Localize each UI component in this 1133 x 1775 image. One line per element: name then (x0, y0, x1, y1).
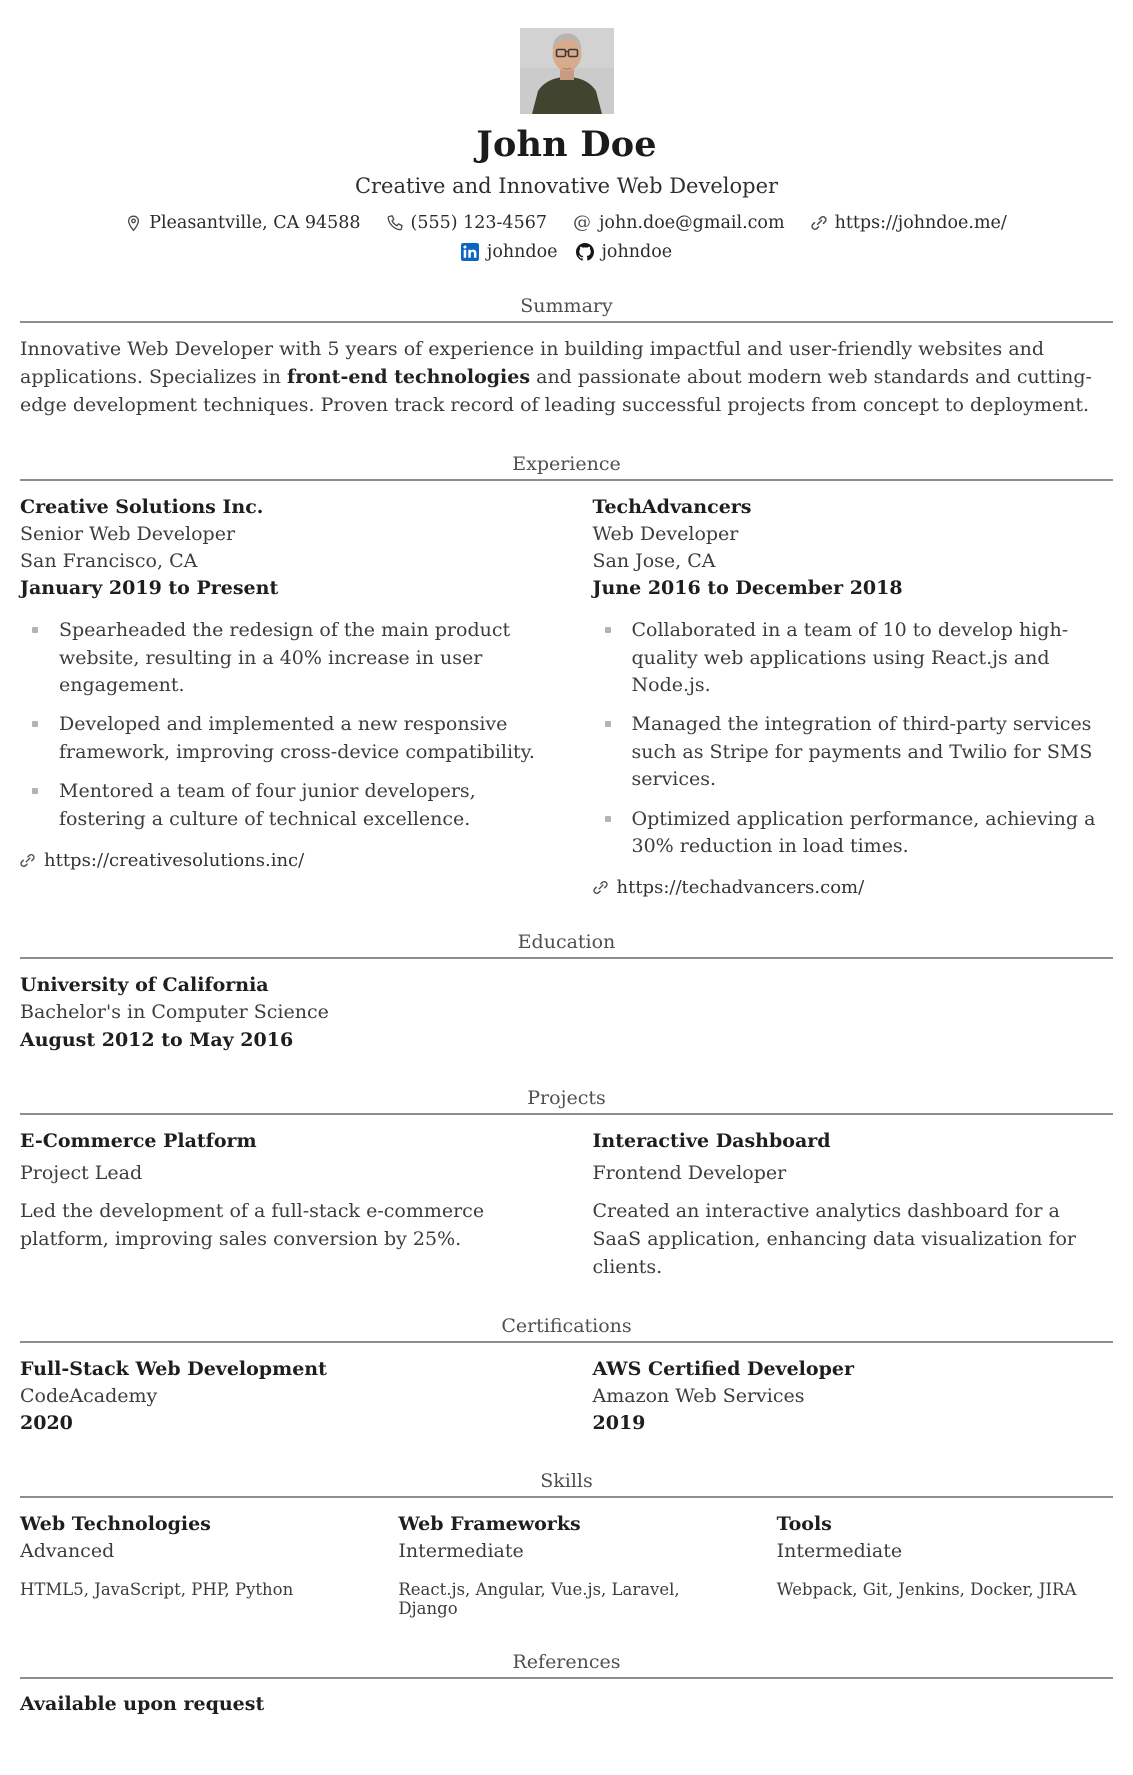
phone-text: (555) 123-4567 (410, 213, 547, 233)
skill-category: Tools (776, 1513, 832, 1536)
experience-entry (593, 494, 1114, 899)
company-name: TechAdvancers (592, 495, 752, 518)
project-role: Frontend Developer (592, 1161, 787, 1184)
job-role: Senior Web Developer (20, 522, 236, 545)
experience-heading: Experience (512, 452, 621, 475)
location-text: Pleasantville, CA 94588 (149, 213, 361, 233)
bullet-item: Collaborated in a team of 10 to develop high-quality web applications using React.js and Node.js. (605, 617, 1114, 699)
certification-issuer: CodeAcademy (20, 1384, 158, 1407)
company-link-text[interactable]: https://techadvancers.com/ (616, 877, 865, 899)
social-row (20, 242, 1113, 262)
education-entry (20, 972, 1113, 1053)
section-references (20, 1651, 1113, 1715)
bullet-item: Mentored a team of four junior developers, fostering a culture of technical excellence. (32, 778, 541, 833)
experience-entry (20, 494, 541, 899)
skill-group (20, 1511, 356, 1617)
project-description: Led the development of a full-stack e-commerce platform, improving sales conversion by 25%. (20, 1200, 485, 1250)
job-bullets (20, 617, 541, 833)
section-divider (20, 321, 1113, 323)
section-education (20, 931, 1113, 1053)
job-location: San Francisco, CA (20, 550, 198, 573)
section-divider (20, 957, 1113, 959)
certification-name: Full-Stack Web Development (20, 1357, 327, 1380)
skill-category: Web Frameworks (398, 1513, 581, 1536)
skill-group (398, 1511, 734, 1617)
job-dates: June 2016 to December 2018 (592, 577, 903, 600)
education-heading: Education (517, 931, 616, 954)
job-bullets (593, 617, 1114, 860)
skill-items: React.js, Angular, Vue.js, Laravel, Django (398, 1579, 680, 1618)
skill-items: HTML5, JavaScript, PHP, Python (20, 1579, 294, 1599)
project-entry (20, 1128, 541, 1282)
candidate-name: John Doe (476, 124, 657, 165)
linkedin-icon (461, 243, 479, 261)
school-name: University of California (20, 974, 269, 997)
section-experience (20, 453, 1113, 899)
section-certifications (20, 1315, 1113, 1437)
bullet-item: Managed the integration of third-party services such as Stripe for payments and Twilio for SMS services. (605, 711, 1114, 793)
project-description: Created an interactive analytics dashboard for a SaaS application, enhancing data visualization for clients. (592, 1200, 1076, 1278)
summary-text-bold: front-end technologies (287, 365, 531, 388)
skill-items: Webpack, Git, Jenkins, Docker, JIRA (776, 1579, 1077, 1599)
bullet-item: Spearheaded the redesign of the main product website, resulting in a 40% increase in user engagement. (32, 617, 541, 699)
project-name: Interactive Dashboard (592, 1129, 831, 1152)
link-icon (20, 853, 35, 868)
profile-photo (20, 28, 1113, 114)
location-pin-icon (126, 215, 141, 232)
contact-location (126, 213, 360, 233)
at-icon: @ (572, 212, 591, 233)
company-link-text[interactable]: https://creativesolutions.inc/ (44, 849, 305, 871)
company-link[interactable] (20, 850, 541, 871)
linkedin-handle[interactable]: johndoe (486, 242, 558, 262)
job-dates: January 2019 to Present (20, 577, 279, 600)
skill-level: Intermediate (398, 1540, 524, 1563)
project-role: Project Lead (20, 1161, 143, 1184)
certification-issuer: Amazon Web Services (592, 1384, 805, 1407)
bullet-item: Optimized application performance, achieving a 30% reduction in load times. (605, 806, 1114, 861)
contact-website[interactable] (811, 213, 1007, 233)
certification-year: 2019 (592, 1412, 646, 1435)
summary-text (20, 336, 1113, 420)
contact-phone (387, 213, 547, 233)
certification-entry (593, 1356, 1114, 1437)
section-summary (20, 295, 1113, 420)
degree: Bachelor's in Computer Science (20, 1001, 329, 1024)
profile-photo-image (520, 28, 614, 114)
projects-heading: Projects (527, 1086, 606, 1109)
website-text[interactable]: https://johndoe.me/ (834, 213, 1007, 233)
summary-heading: Summary (520, 295, 613, 317)
contact-linkedin[interactable] (461, 242, 558, 262)
project-entry (593, 1128, 1114, 1282)
certifications-heading: Certifications (501, 1314, 632, 1337)
candidate-title: Creative and Innovative Web Developer (354, 174, 779, 198)
github-icon (576, 243, 594, 261)
phone-icon (387, 215, 403, 231)
section-divider (20, 479, 1113, 481)
skill-level: Advanced (20, 1540, 115, 1563)
section-skills (20, 1470, 1113, 1617)
certification-name: AWS Certified Developer (592, 1357, 854, 1380)
contact-github[interactable] (576, 242, 673, 262)
company-name: Creative Solutions Inc. (20, 495, 264, 518)
skill-level: Intermediate (776, 1540, 903, 1563)
resume-header (20, 28, 1113, 262)
section-divider (20, 1113, 1113, 1115)
certification-year: 2020 (20, 1412, 73, 1435)
company-link[interactable] (593, 877, 1114, 898)
link-icon (811, 215, 827, 231)
contact-email[interactable] (573, 213, 785, 233)
skills-heading: Skills (540, 1470, 593, 1493)
section-divider (20, 1496, 1113, 1498)
section-projects (20, 1087, 1113, 1282)
bullet-item: Developed and implemented a new responsive framework, improving cross-device compatibility. (32, 711, 541, 766)
section-divider (20, 1341, 1113, 1343)
link-icon (593, 880, 608, 895)
github-handle[interactable]: johndoe (601, 242, 673, 262)
email-text[interactable]: john.doe@gmail.com (598, 213, 785, 233)
summary-text-before: Innovative Web Developer with 5 years of experience in building impactful and user-friendly websites and applications. Specializes in (20, 338, 1045, 388)
education-dates: August 2012 to May 2016 (20, 1028, 294, 1051)
references-note: Available upon request (20, 1692, 265, 1715)
summary-text-after: and passionate about modern web standards and cutting-edge development techniques. Proven track record of leading successful projects from concept to deployment. (20, 365, 1092, 416)
skill-category: Web Technologies (20, 1513, 211, 1536)
skill-group (777, 1511, 1113, 1617)
contact-row (20, 213, 1113, 233)
section-divider (20, 1677, 1113, 1679)
job-location: San Jose, CA (592, 550, 716, 573)
project-name: E-Commerce Platform (20, 1129, 257, 1152)
job-role: Web Developer (592, 522, 739, 545)
references-heading: References (512, 1650, 621, 1673)
certification-entry (20, 1356, 541, 1437)
